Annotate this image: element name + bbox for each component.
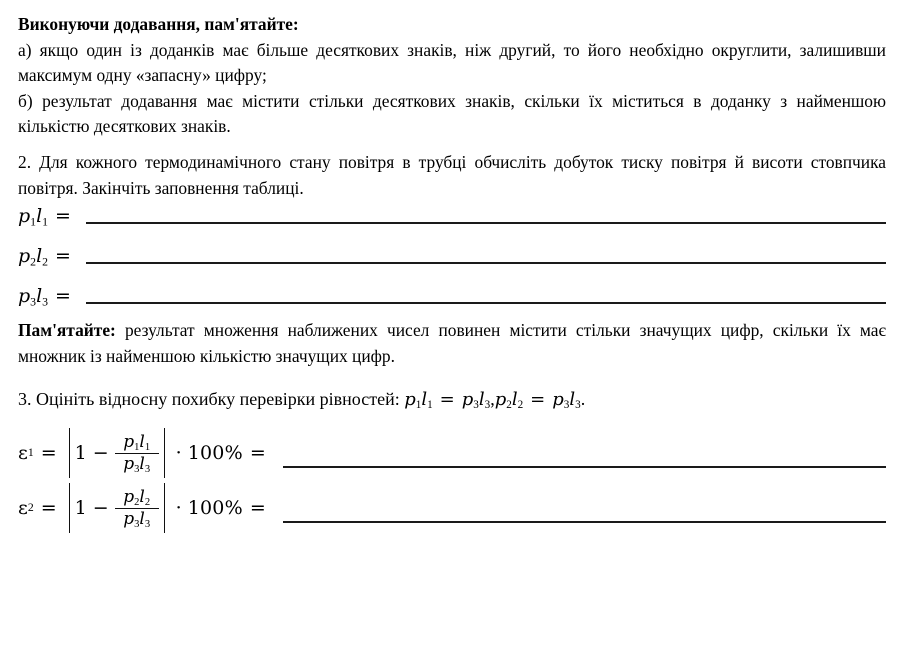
epsilon-symbol: ε	[18, 442, 28, 464]
intro-item-a: а) якщо один із доданків має більше десяткових знаків, ніж другий, то його необхідно округлити, залишивши максимум одну «запасну» цифру;	[18, 39, 886, 86]
numeral-one: 1	[74, 442, 87, 464]
percent-value: 100%	[187, 497, 243, 519]
equals-sign: =	[439, 389, 455, 410]
multiplication-dot-icon: ·	[175, 442, 182, 464]
variable-p: p	[404, 389, 416, 410]
equals-sign: =	[55, 245, 71, 267]
variable-l: l	[139, 487, 145, 508]
variable-l: l	[511, 389, 518, 410]
task3-lead-line	[18, 387, 886, 413]
remember-section	[18, 318, 886, 369]
subscript-l: 1	[144, 442, 151, 454]
epsilon-row-1	[18, 428, 886, 478]
variable-p: p	[552, 389, 564, 410]
equals-sign: =	[55, 205, 71, 227]
subscript-p: 2	[30, 255, 37, 269]
tail-equals-sign: =	[249, 442, 266, 464]
variable-l: l	[36, 245, 43, 267]
intro-section	[18, 12, 886, 140]
variable-l: l	[569, 389, 576, 410]
fraction-numerator	[120, 433, 153, 452]
subscript-p: 3	[563, 399, 570, 412]
equals-sign: =	[530, 389, 546, 410]
subscript-p: 2	[134, 497, 140, 509]
fraction-denominator	[120, 454, 153, 473]
subscript-l: 3	[144, 518, 151, 530]
equality-separator: ,	[490, 389, 495, 409]
absolute-bar-right-icon	[164, 428, 165, 478]
variable-l: l	[139, 453, 145, 474]
task3-equality-1	[404, 389, 490, 410]
remember-text: результат множення наближених чисел повинен містити стільки значущих цифр, скільки їх має множник із найменшою кількістю значущих цифр.	[18, 320, 886, 366]
variable-p: p	[18, 285, 31, 307]
equals-sign: =	[40, 497, 57, 519]
variable-p: p	[18, 245, 31, 267]
answer-blank-epsilon-2[interactable]	[283, 521, 886, 523]
multiplication-dot-icon: ·	[175, 497, 182, 519]
fill-row-p3l3	[18, 285, 886, 308]
remember-label: Пам'ятайте:	[18, 320, 116, 340]
fraction-denominator	[120, 509, 153, 528]
subscript-p: 3	[473, 399, 479, 412]
subscript-l: 3	[144, 463, 151, 475]
variable-l: l	[36, 285, 43, 307]
equals-sign: =	[40, 442, 57, 464]
subscript-l: 2	[517, 399, 524, 412]
variable-l: l	[36, 205, 43, 227]
epsilon-symbol: ε	[18, 497, 28, 519]
task3-terminator: .	[580, 389, 586, 409]
subscript-l: 3	[42, 295, 49, 309]
subscript-p: 1	[134, 442, 140, 454]
variable-p: p	[123, 453, 135, 474]
fraction-numerator	[120, 488, 153, 507]
answer-blank-p2l2[interactable]	[86, 262, 886, 264]
subscript-l: 2	[144, 497, 151, 509]
fill-row-p1l1	[18, 205, 886, 228]
equals-sign: =	[55, 285, 71, 307]
subscript-p: 1	[415, 399, 422, 412]
task2-section	[18, 150, 886, 201]
variable-p: p	[494, 389, 507, 410]
intro-heading: Виконуючи додавання, пам'ятайте:	[18, 14, 299, 34]
fraction-2	[115, 488, 159, 528]
variable-l: l	[139, 432, 145, 453]
epsilon-expression-1: ε 1 = 1 − $\frac{p_1l_1}{p_3l_3}$ · 100% =	[18, 428, 273, 478]
task2-text: 2. Для кожного термодинамічного стану повітря в трубці обчисліть добуток тиску повітря й висоти стовпчика повітря. Закінчіть заповнення таблиці.	[18, 152, 886, 198]
minus-sign: −	[92, 442, 109, 464]
numeral-one: 1	[74, 497, 87, 519]
percent-value: 100%	[187, 442, 243, 464]
expression-p1l1	[18, 205, 78, 228]
subscript-p: 3	[30, 295, 37, 309]
task3-equality-2	[495, 389, 581, 410]
answer-blank-p3l3[interactable]	[86, 302, 886, 304]
intro-item-b: б) результат додавання має містити стільки десяткових знаків, скільки їх міститься в доданку з найменшою кількістю десяткових знаків.	[18, 90, 886, 137]
subscript-l: 3	[484, 399, 491, 412]
task3-section	[18, 387, 886, 413]
absolute-bar-right-icon	[164, 483, 165, 533]
remember-paragraph	[18, 318, 886, 369]
subscript-l: 3	[575, 399, 581, 412]
epsilon-row-2	[18, 483, 886, 533]
variable-l: l	[421, 389, 428, 410]
absolute-bar-left-icon	[69, 428, 70, 478]
task3-lead-text: 3. Оцініть відносну похибку перевірки рівностей:	[18, 389, 400, 409]
minus-sign: −	[92, 497, 109, 519]
absolute-bar-left-icon	[69, 483, 70, 533]
subscript-p: 3	[134, 463, 140, 475]
variable-p: p	[123, 432, 135, 453]
variable-l: l	[139, 508, 145, 529]
subscript-p: 2	[506, 399, 512, 412]
epsilon-expression-2: ε 2 = 1 − $\frac{p_2l_2}{p_3l_3}$ · 100% =	[18, 483, 273, 533]
fraction-1	[115, 433, 159, 473]
variable-p: p	[123, 487, 135, 508]
expression-p2l2	[18, 245, 78, 268]
expression-p3l3	[18, 285, 78, 308]
variable-p: p	[123, 508, 135, 529]
subscript-l: 1	[427, 399, 433, 412]
answer-blank-epsilon-1[interactable]	[283, 466, 886, 468]
subscript-l: 1	[42, 215, 49, 229]
answer-blank-p1l1[interactable]	[86, 222, 886, 224]
variable-p: p	[18, 205, 31, 227]
subscript-p: 1	[30, 215, 37, 229]
fill-row-p2l2	[18, 245, 886, 268]
variable-p: p	[461, 389, 474, 410]
variable-l: l	[478, 389, 485, 410]
tail-equals-sign: =	[249, 497, 266, 519]
subscript-l: 2	[42, 255, 49, 269]
subscript-p: 3	[134, 518, 140, 530]
